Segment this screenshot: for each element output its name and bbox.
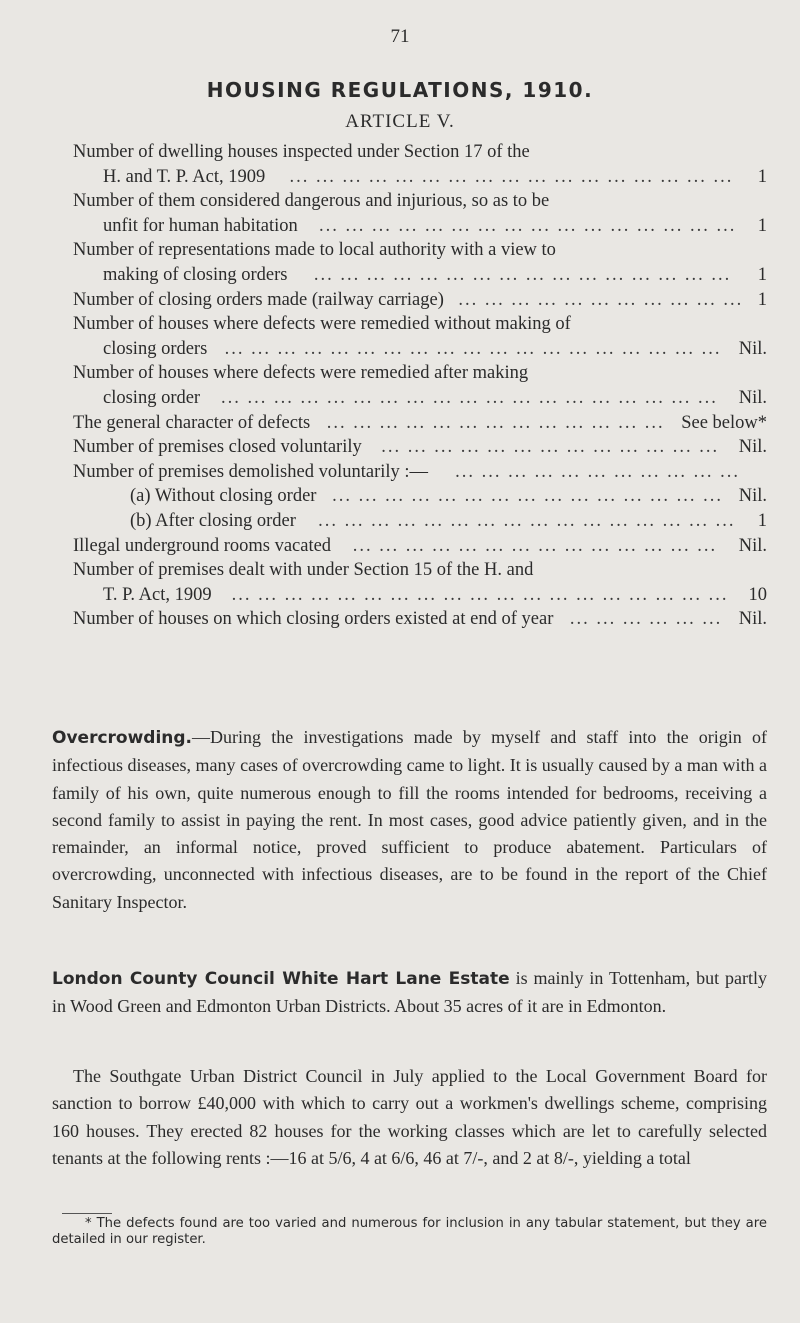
row-label: Number of houses where defects were remedied after making (73, 363, 529, 384)
row-value: 1 (757, 215, 767, 236)
row-value: See below* (681, 412, 767, 433)
row-value: 1 (757, 289, 767, 310)
leader-dots: ... ... ... ... ... ... ... ... ... ... ... ... ... ... (352, 535, 718, 556)
row-label: Illegal underground rooms vacated (73, 535, 332, 556)
leader-dots: ... ... ... ... ... ... ... ... ... ... ... ... ... ... ... ... ... (289, 166, 734, 187)
southgate-paragraph (52, 1063, 767, 1172)
row-label: H. and T. P. Act, 1909 (103, 166, 266, 187)
overcrowding-paragraph (52, 724, 767, 916)
overcrowding-heading: Overcrowding. (52, 728, 193, 748)
row-label: Number of dwelling houses inspected under Section 17 of the (73, 142, 530, 162)
row-label: unfit for human habitation (103, 215, 298, 236)
overcrowding-text: —During the investigations made by myself and staff into the origin of infectious diseases, many cases of overcrowding came to light. It is usually caused by a man with a family of his own, quite numerous enough to fill the rooms intended for bedrooms, receiving a second family to assist in paying the rent. In most cases, good advice patiently given, and in the remainder, an informal notice, proved sufficient to produce abatement. Particulars of overcrowding, unconnected with infectious diseases, are to be found in the report of the Chief Sanitary Inspector. (52, 727, 767, 912)
leader-dots: ... ... ... ... ... ... ... ... ... ... ... ... ... ... ... (332, 486, 724, 507)
article-heading: ARTICLE V. (345, 111, 455, 132)
row-label: Number of premises dealt with under Section 15 of the H. and (73, 560, 534, 581)
row-value: 1 (757, 265, 767, 285)
row-value: Nil. (738, 486, 767, 507)
row-value: 10 (748, 584, 767, 605)
row-label: closing order (103, 388, 201, 408)
leader-dots: ... ... ... ... ... ... ... ... ... ... ... (458, 289, 744, 310)
leader-dots: ... ... ... ... ... ... ... ... ... ... ... ... ... ... ... ... ... ... ... (220, 388, 718, 408)
leader-dots: ... ... ... ... ... ... ... ... ... ... ... ... ... ... ... ... (319, 215, 737, 236)
leader-dots: ... ... ... ... ... ... ... ... ... ... ... ... ... ... ... ... ... ... ... (224, 338, 722, 359)
row-value: Nil. (738, 338, 767, 359)
row-label: Number of them considered dangerous and injurious, so as to be (73, 191, 550, 212)
leader-dots: ... ... ... ... ... ... (569, 609, 723, 630)
leader-dots: ... ... ... ... ... ... ... ... ... ... ... ... ... (326, 412, 665, 433)
row-label: (b) After closing order (130, 511, 296, 531)
row-label: T. P. Act, 1909 (103, 584, 212, 605)
row-value: Nil. (738, 535, 767, 556)
leader-dots: ... ... ... ... ... ... ... ... ... ... ... ... ... ... ... ... ... ... ... (231, 584, 729, 605)
footnote: * The defects found are too varied and numerous for inclusion in any tabular statement, but they are detailed in our register. (52, 1216, 767, 1247)
row-label: making of closing orders (103, 265, 288, 285)
row-label: Number of representations made to local authority with a view to (73, 240, 556, 261)
lcc-estate-heading: London County Council White Hart Lane Estate (52, 969, 510, 989)
row-label: The general character of defects (73, 412, 311, 433)
row-value: 1 (757, 511, 767, 531)
leader-dots: ... ... ... ... ... ... ... ... ... ... ... (455, 461, 740, 482)
row-value: 1 (757, 166, 767, 187)
row-label: Number of houses where defects were remedied without making of (73, 314, 571, 335)
leader-dots: ... ... ... ... ... ... ... ... ... ... ... ... ... ... ... ... (318, 511, 736, 531)
page-number: 71 (390, 26, 410, 47)
leader-dots: ... ... ... ... ... ... ... ... ... ... ... ... ... (381, 437, 720, 458)
lcc-estate-paragraph (52, 965, 767, 1021)
leader-dots: ... ... ... ... ... ... ... ... ... ... ... ... ... ... ... ... (313, 265, 732, 285)
row-value: Nil. (738, 437, 767, 458)
footnote-rule (62, 1213, 112, 1214)
row-value: Nil. (738, 609, 767, 630)
southgate-text: The Southgate Urban District Council in July applied to the Local Government Board for sanction to borrow £40,000 with which to carry out a workmen's dwellings scheme, comprising 160 houses. They erected 82 houses for the working classes which are let to carefully selected tenants at the following rents :—16 at 5/6, 4 at 6/6, 46 at 7/-, and 2 at 8/-, yielding a total (52, 1066, 767, 1168)
row-label: (a) Without closing order (130, 486, 317, 507)
page-heading: HOUSING REGULATIONS, 1910. (206, 78, 594, 102)
row-label: Number of premises demolished voluntarily :— (73, 461, 429, 482)
row-label: closing orders (103, 338, 208, 359)
row-label: Number of closing orders made (railway carriage) (73, 289, 444, 310)
row-value: Nil. (738, 388, 767, 408)
row-label: Number of premises closed voluntarily (73, 437, 362, 458)
row-label: Number of houses on which closing orders existed at end of year (73, 609, 554, 630)
lcc-estate-text: is mainly in Tottenham, but partly in Wood Green and Edmonton Urban Districts. About 35 acres of it are in Edmonton. (52, 968, 767, 1017)
